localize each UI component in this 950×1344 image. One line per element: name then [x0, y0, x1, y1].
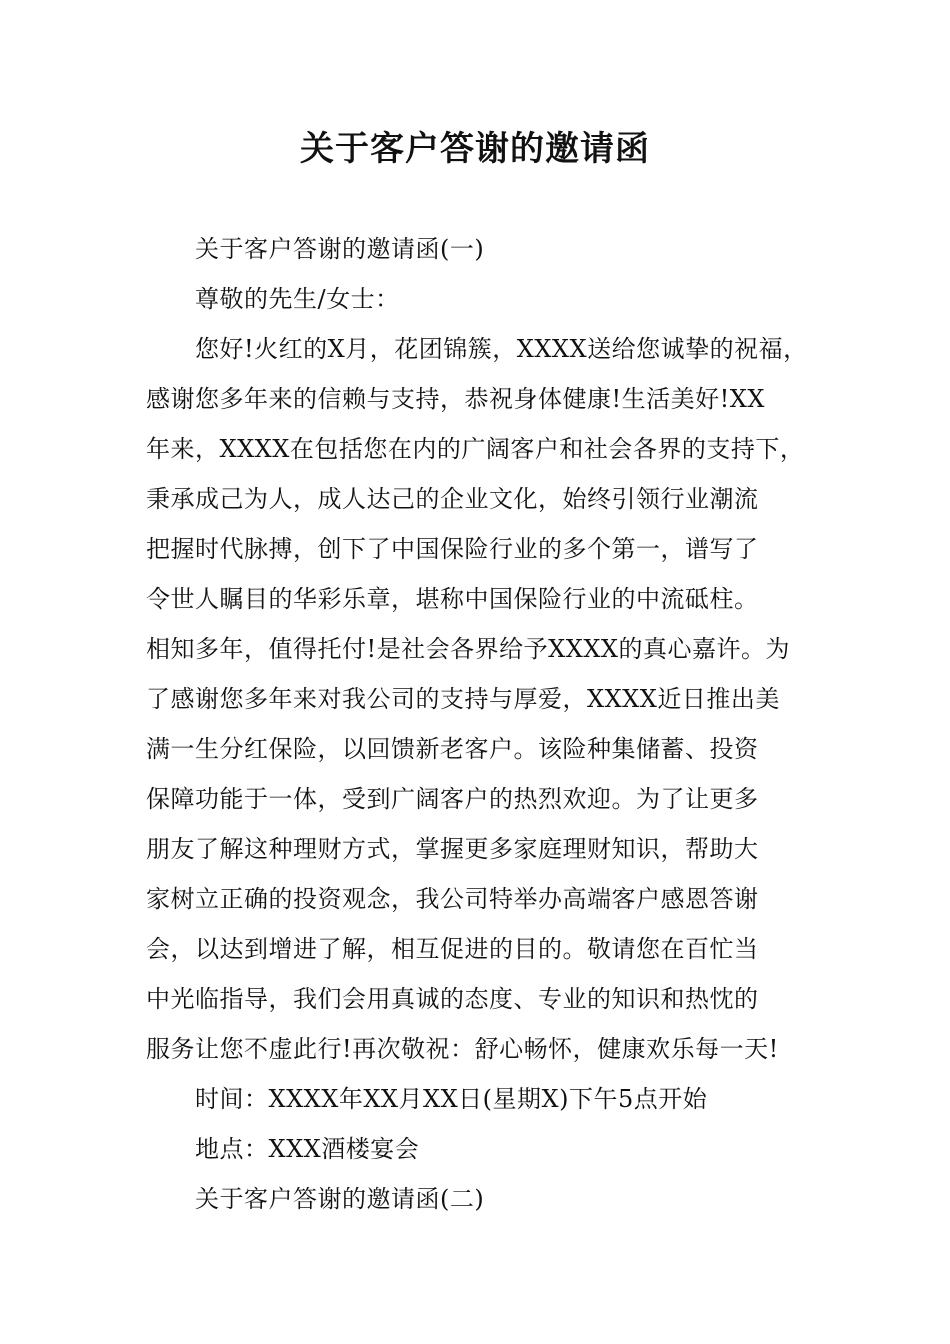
- body-line: 感谢您多年来的信赖与支持，恭祝身体健康!生活美好!XX: [146, 385, 765, 413]
- body-line: 满一生分红保险，以回馈新老客户。该险种集储蓄、投资: [146, 735, 759, 763]
- body-line: 中光临指导，我们会用真诚的态度、专业的知识和热忱的: [146, 985, 759, 1013]
- body-line: 地点：XXX酒楼宴会: [195, 1135, 420, 1163]
- body-line: 尊敬的先生/女士：: [195, 285, 400, 313]
- body-line: 您好!火红的X月，花团锦簇，XXXX送给您诚挚的祝福，: [195, 335, 808, 363]
- document-title: 关于客户答谢的邀请函: [300, 129, 650, 169]
- body-line: 把握时代脉搏，创下了中国保险行业的多个第一，谱写了: [146, 535, 759, 563]
- body-line: 相知多年，值得托付!是社会各界给予XXXX的真心嘉许。为: [146, 635, 790, 663]
- body-line: 关于客户答谢的邀请函(二): [195, 1185, 485, 1213]
- body-line: 服务让您不虚此行!再次敬祝：舒心畅怀，健康欢乐每一天!: [146, 1035, 779, 1063]
- body-line: 令世人瞩目的华彩乐章，堪称中国保险行业的中流砥柱。: [146, 585, 759, 613]
- body-line: 时间：XXXX年XX月XX日(星期X)下午5点开始: [195, 1085, 708, 1113]
- body-line: 年来，XXXX在包括您在内的广阔客户和社会各界的支持下，: [146, 435, 805, 463]
- body-line: 关于客户答谢的邀请函(一): [195, 235, 485, 263]
- body-line: 朋友了解这种理财方式，掌握更多家庭理财知识，帮助大: [146, 835, 759, 863]
- body-line: 秉承成己为人，成人达己的企业文化，始终引领行业潮流: [146, 485, 759, 513]
- body-line: 了感谢您多年来对我公司的支持与厚爱，XXXX近日推出美: [146, 685, 780, 713]
- body-line: 家树立正确的投资观念，我公司特举办高端客户感恩答谢: [146, 885, 759, 913]
- body-line: 会，以达到增进了解，相互促进的目的。敬请您在百忙当: [146, 935, 759, 963]
- document-body: [146, 224, 818, 1224]
- body-line: 保障功能于一体，受到广阔客户的热烈欢迎。为了让更多: [146, 785, 759, 813]
